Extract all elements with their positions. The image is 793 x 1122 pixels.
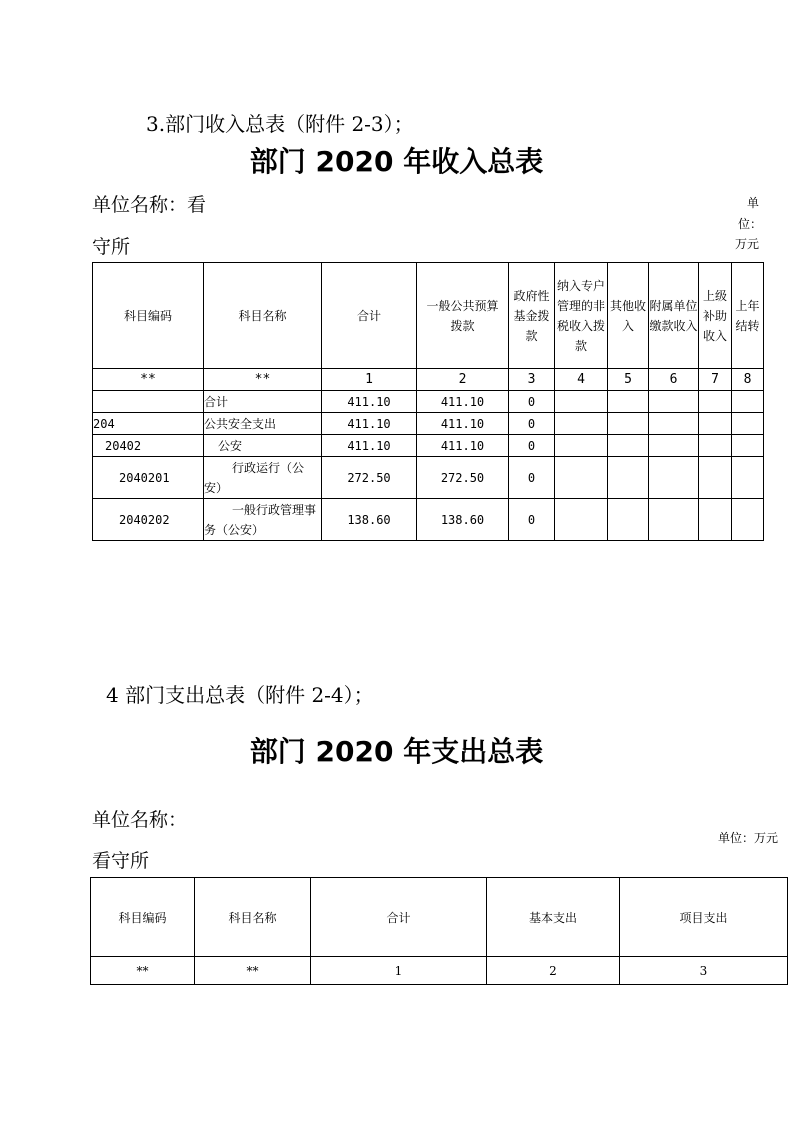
total-cell: 411.10 <box>322 391 417 413</box>
index-cell: ** <box>195 957 311 985</box>
income-table-title: 部门 2020 年收入总表 <box>249 145 544 178</box>
expense-summary-table <box>90 877 788 985</box>
col-header-code: 科目编码 <box>93 263 204 369</box>
col-header-carryover: 上年结转 <box>732 263 764 369</box>
general-cell: 411.10 <box>417 391 509 413</box>
col-header-superior: 上级补助收入 <box>699 263 732 369</box>
col-header-nontax: 纳入专户管理的非税收入拨款 <box>555 263 608 369</box>
col-header-total: 合计 <box>311 878 487 957</box>
section-heading-income: 3.部门收入总表（附件 2-3）； <box>146 112 414 136</box>
general-cell: 272.50 <box>417 457 509 499</box>
section-heading-expense: 4 部门支出总表（附件 2-4）； <box>106 683 374 707</box>
index-row <box>91 957 788 985</box>
code-cell: 20402 <box>93 435 204 457</box>
index-row <box>93 369 764 391</box>
fund-cell: 0 <box>509 435 555 457</box>
table-row <box>93 391 764 413</box>
unit-name-value: 看守所 <box>92 850 150 872</box>
code-cell: 2040201 <box>93 457 204 499</box>
col-header-general-budget: 一般公共预算拨款 <box>417 263 509 369</box>
total-cell: 411.10 <box>322 435 417 457</box>
fund-cell: 0 <box>509 499 555 541</box>
name-cell: 公共安全支出 <box>204 413 322 435</box>
table-row <box>93 413 764 435</box>
table-header-row <box>93 263 764 369</box>
index-cell: 1 <box>311 957 487 985</box>
income-summary-table <box>92 262 764 541</box>
index-cell: ** <box>204 369 322 391</box>
total-cell: 272.50 <box>322 457 417 499</box>
total-cell: 138.60 <box>322 499 417 541</box>
fund-cell: 0 <box>509 413 555 435</box>
unit-label-1: 单 <box>747 196 760 210</box>
index-cell: ** <box>93 369 204 391</box>
name-cell: 合计 <box>204 391 322 413</box>
table-row <box>93 457 764 499</box>
unit-name-label: 单位名称：看 <box>92 194 207 216</box>
total-cell: 411.10 <box>322 413 417 435</box>
unit-label-3: 万元 <box>735 237 760 251</box>
col-header-gov-fund: 政府性基金拨款 <box>509 263 555 369</box>
table-row <box>93 499 764 541</box>
expense-table-title: 部门 2020 年支出总表 <box>249 735 544 768</box>
col-header-total: 合计 <box>322 263 417 369</box>
fund-cell: 0 <box>509 457 555 499</box>
name-cell: 公安 <box>204 435 322 457</box>
code-cell <box>93 391 204 413</box>
index-cell: ** <box>91 957 195 985</box>
unit-name-label: 单位名称： <box>92 809 188 831</box>
index-cell: 1 <box>322 369 417 391</box>
index-cell: 4 <box>555 369 608 391</box>
index-cell: 8 <box>732 369 764 391</box>
name-cell: 行政运行（公安） <box>204 457 322 499</box>
name-cell: 一般行政管理事务（公安） <box>204 499 322 541</box>
index-cell: 3 <box>509 369 555 391</box>
index-cell: 7 <box>699 369 732 391</box>
table-row <box>93 435 764 457</box>
col-header-name: 科目名称 <box>195 878 311 957</box>
general-cell: 411.10 <box>417 435 509 457</box>
general-cell: 138.60 <box>417 499 509 541</box>
index-cell: 2 <box>417 369 509 391</box>
col-header-code: 科目编码 <box>91 878 195 957</box>
unit-label-2: 位： <box>738 217 763 231</box>
code-cell: 204 <box>93 413 204 435</box>
col-header-project: 项目支出 <box>620 878 788 957</box>
index-cell: 3 <box>620 957 788 985</box>
code-cell: 2040202 <box>93 499 204 541</box>
col-header-affiliated: 附属单位缴款收入 <box>649 263 699 369</box>
index-cell: 2 <box>487 957 620 985</box>
col-header-name: 科目名称 <box>204 263 322 369</box>
unit-label: 单位：万元 <box>718 831 779 845</box>
unit-name-value: 守所 <box>92 236 131 258</box>
index-cell: 5 <box>608 369 649 391</box>
col-header-basic: 基本支出 <box>487 878 620 957</box>
index-cell: 6 <box>649 369 699 391</box>
col-header-other: 其他收入 <box>608 263 649 369</box>
general-cell: 411.10 <box>417 413 509 435</box>
table-header-row <box>91 878 788 957</box>
fund-cell: 0 <box>509 391 555 413</box>
